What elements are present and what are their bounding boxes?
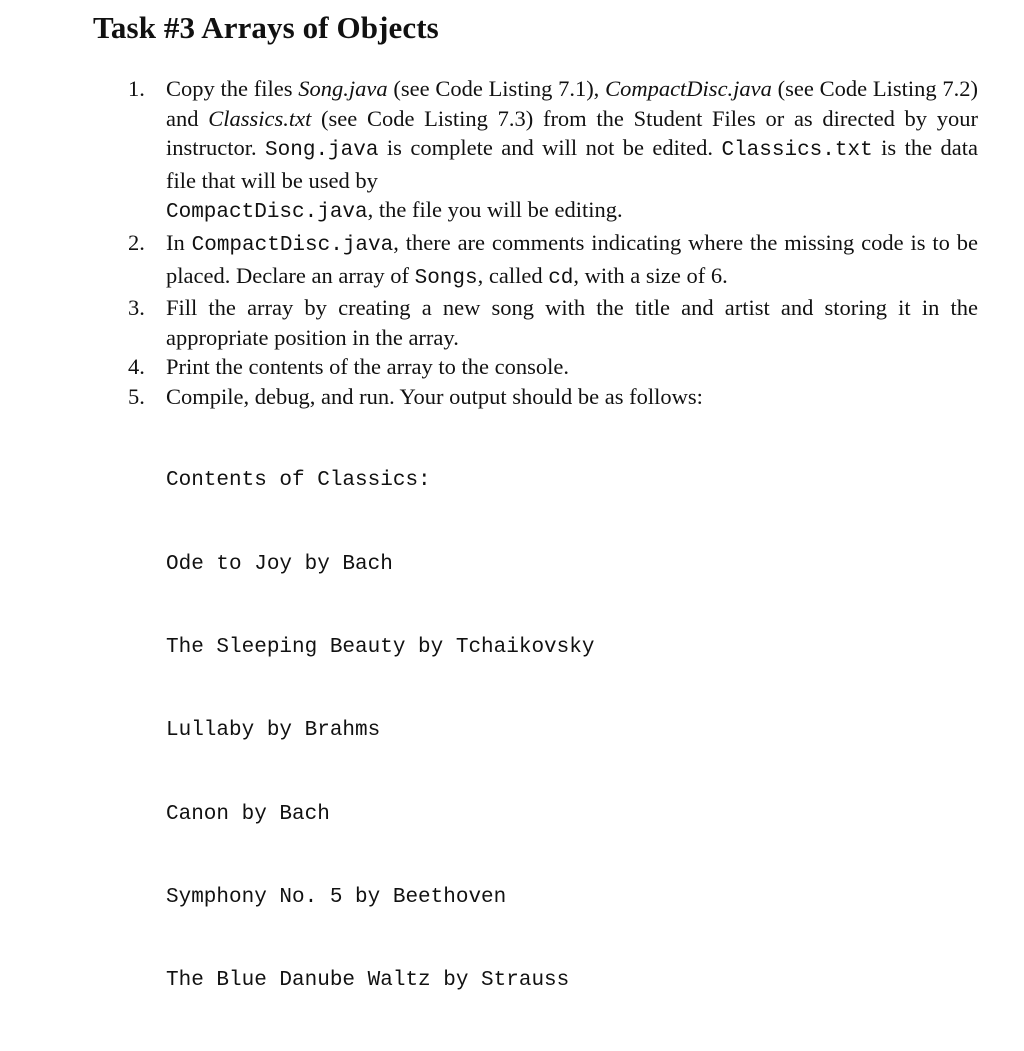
code-songs: Songs xyxy=(414,266,478,290)
step-text: , the file you will be editing. xyxy=(367,197,623,223)
step-text: is the data file that will be used by xyxy=(166,135,978,193)
code-classics-txt: Classics.txt xyxy=(721,139,873,163)
step-1 xyxy=(128,74,978,228)
step-number: 1. xyxy=(128,76,145,101)
step-3 xyxy=(128,293,978,352)
step-5-text: Compile, debug, and run. Your output should be as follows: xyxy=(166,383,703,409)
output-line: Ode to Joy by Bach xyxy=(166,552,393,576)
expected-output xyxy=(166,412,978,1051)
code-compactdisc-java: CompactDisc.java xyxy=(166,201,368,225)
step-number: 4. xyxy=(128,354,145,380)
step-number: 2. xyxy=(128,229,145,255)
step-text: (see Code Listing 7.1), xyxy=(387,76,606,101)
file-name-song: Song.java xyxy=(298,76,388,101)
instruction-list xyxy=(128,74,978,1051)
step-text: (see Code Listing 7.3) from the Student Files or as directed by your instructor. xyxy=(166,105,978,161)
output-line: Lullaby by Brahms xyxy=(166,719,381,743)
code-compactdisc-java: CompactDisc.java xyxy=(191,233,394,257)
step-number: 5. xyxy=(128,383,145,409)
step-2-body xyxy=(166,228,978,293)
step-2 xyxy=(128,228,978,293)
step-text: is complete and will not be edited. xyxy=(378,135,722,161)
output-line: Symphony No. 5 by Beethoven xyxy=(166,886,507,910)
output-line: The Sleeping Beauty by Tchaikovsky xyxy=(166,635,595,659)
step-1-last-line xyxy=(166,195,978,228)
step-text: , there are comments indicating where the missing code is to be placed. Declare an array of xyxy=(166,229,978,288)
task-title: Task #3 Arrays of Objects xyxy=(93,10,439,45)
file-name-classics: Classics.txt xyxy=(208,105,312,131)
step-text: , with a size of 6. xyxy=(573,262,728,288)
step-3-text: Fill the array by creating a new song with the title and artist and storing it in the appropriate position in the array. xyxy=(166,295,978,350)
step-text: (see Code Listing 7.2) and xyxy=(166,76,978,131)
code-song-java: Song.java xyxy=(265,139,379,163)
step-1-body xyxy=(166,74,978,228)
output-line: The Blue Danube Waltz by Strauss xyxy=(166,969,570,993)
step-text: In xyxy=(166,229,192,255)
step-number: 3. xyxy=(128,295,145,321)
output-line: Contents of Classics: xyxy=(166,469,431,493)
step-text: Copy the files xyxy=(166,76,299,101)
step-4 xyxy=(128,352,978,382)
file-name-compactdisc: CompactDisc.java xyxy=(605,76,772,101)
step-text: , called xyxy=(477,262,549,288)
step-4-text: Print the contents of the array to the console. xyxy=(166,354,570,380)
step-5 xyxy=(128,382,978,1051)
code-cd: cd xyxy=(548,266,574,290)
output-line: Canon by Bach xyxy=(166,802,330,826)
